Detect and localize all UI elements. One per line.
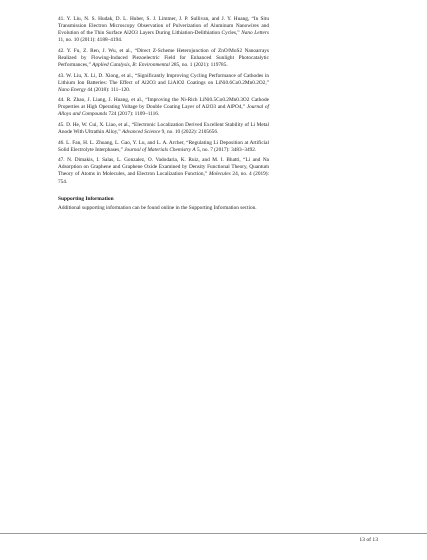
supporting-information-text: Additional supporting information can be found online in the Supporting Information section.: [58, 204, 257, 211]
reference-title: “Regulating Li Deposition at Artificial Solid Electrolyte Interphases,”: [58, 139, 269, 153]
reference-title: “Electronic Localization Derived Excellent Stability of Li Metal Anode With Ultrathin Alloy,”: [58, 121, 269, 136]
reference-details: 44 (2018): 111–120.: [85, 86, 131, 93]
reference-list: [58, 16, 269, 186]
reference-title: “In Situ Transmission Electron Microscopy Observation of Pulverization of Aluminum Nanowires and Evolution of the Thin Surface Al2O3 Layers During Lithiation-Delithiation Cycles,”: [58, 16, 269, 37]
reference-entry: [58, 16, 269, 44]
reference-journal: Journal of Materials Chemistry A: [124, 146, 196, 153]
reference-journal: Nano Energy: [58, 86, 86, 93]
reference-journal: Applied Catalysis, B: Environmental: [92, 61, 170, 68]
reference-authors: 46. L. Fan, H. L. Zhuang, L. Gao, Y. Lu, and L. A. Archer,: [58, 139, 187, 146]
reference-title: “Improving the Ni-Rich LiNi0.5Co0.2Mn0.3O2 Cathode Properties at High Operating Voltage by Double Coating Layer of Al2O3 and AlPO4,”: [58, 97, 269, 111]
reference-entry: [58, 48, 269, 69]
reference-details: 285, no. 1 (2021): 119785.: [169, 61, 228, 68]
page-number: 13 of 13: [359, 537, 378, 543]
reference-entry: [58, 140, 269, 154]
reference-authors: 41. Y. Liu, N. S. Hudak, D. L. Huber, S. J. Limmer, J. P. Sullivan, and J. Y. Huang,: [58, 16, 252, 22]
reference-details: 11, no. 10 (2011): 4188–4194.: [58, 37, 123, 44]
reference-details: 9, no. 10 (2022): 2105656.: [160, 129, 219, 136]
reference-authors: 44. R. Zhao, J. Liang, J. Huang, et al.,: [58, 97, 146, 104]
reference-journal: Advanced Science: [121, 129, 161, 136]
reference-entry: [58, 73, 269, 94]
reference-authors: 45. D. He, W. Cui, X. Liao, et al.,: [58, 121, 132, 128]
reference-entry: [58, 157, 269, 185]
reference-title: “Li and Na Adsorption on Graphene and Graphene Oxide Examined by Density Functional Theory, Quantum Theory of Atoms in Molecules, and Electron Localization Function,”: [58, 157, 269, 178]
reference-title: “Significantly Improving Cycling Performance of Cathodes in Lithium Ion Batteries: The Effect of Al2O3 and LiAlO2 Coatings on LiNi0.6Co0.2Mn0.2O2,”: [58, 72, 269, 86]
references-column: [58, 16, 269, 212]
reference-details: 24, no. 4 (2019): 754.: [58, 171, 270, 185]
reference-journal: Nano Letters: [241, 30, 269, 37]
reference-title: “Direct Z-Scheme Heterojunction of ZnO/MoS2 Nanoarrays Realized by Flowing-Induced Piezoelectric Field for Enhanced Sunlight Photocatalytic Performances,”: [58, 47, 270, 68]
reference-authors: 47. N. Dimakis, I. Salas, L. Gonzalez, O. Vadodaria, K. Ruiz, and M. I. Bhatti,: [58, 157, 244, 164]
reference-entry: [58, 122, 269, 136]
reference-details: 5, no. 7 (2017): 3483–3492.: [195, 146, 257, 153]
reference-journal: Journal of Alloys and Compounds: [58, 104, 269, 118]
reference-authors: 42. Y. Fu, Z. Ren, J. Wu, et al.,: [58, 47, 135, 54]
supporting-information-heading: Supporting Information: [58, 195, 114, 202]
footer-divider: [0, 533, 427, 534]
reference-entry: [58, 97, 269, 118]
reference-details: 724 (2017): 1109–1116.: [107, 111, 160, 118]
reference-authors: 43. W. Liu, X. Li, D. Xiong, et al.,: [58, 72, 135, 79]
reference-journal: Molecules: [208, 171, 231, 178]
